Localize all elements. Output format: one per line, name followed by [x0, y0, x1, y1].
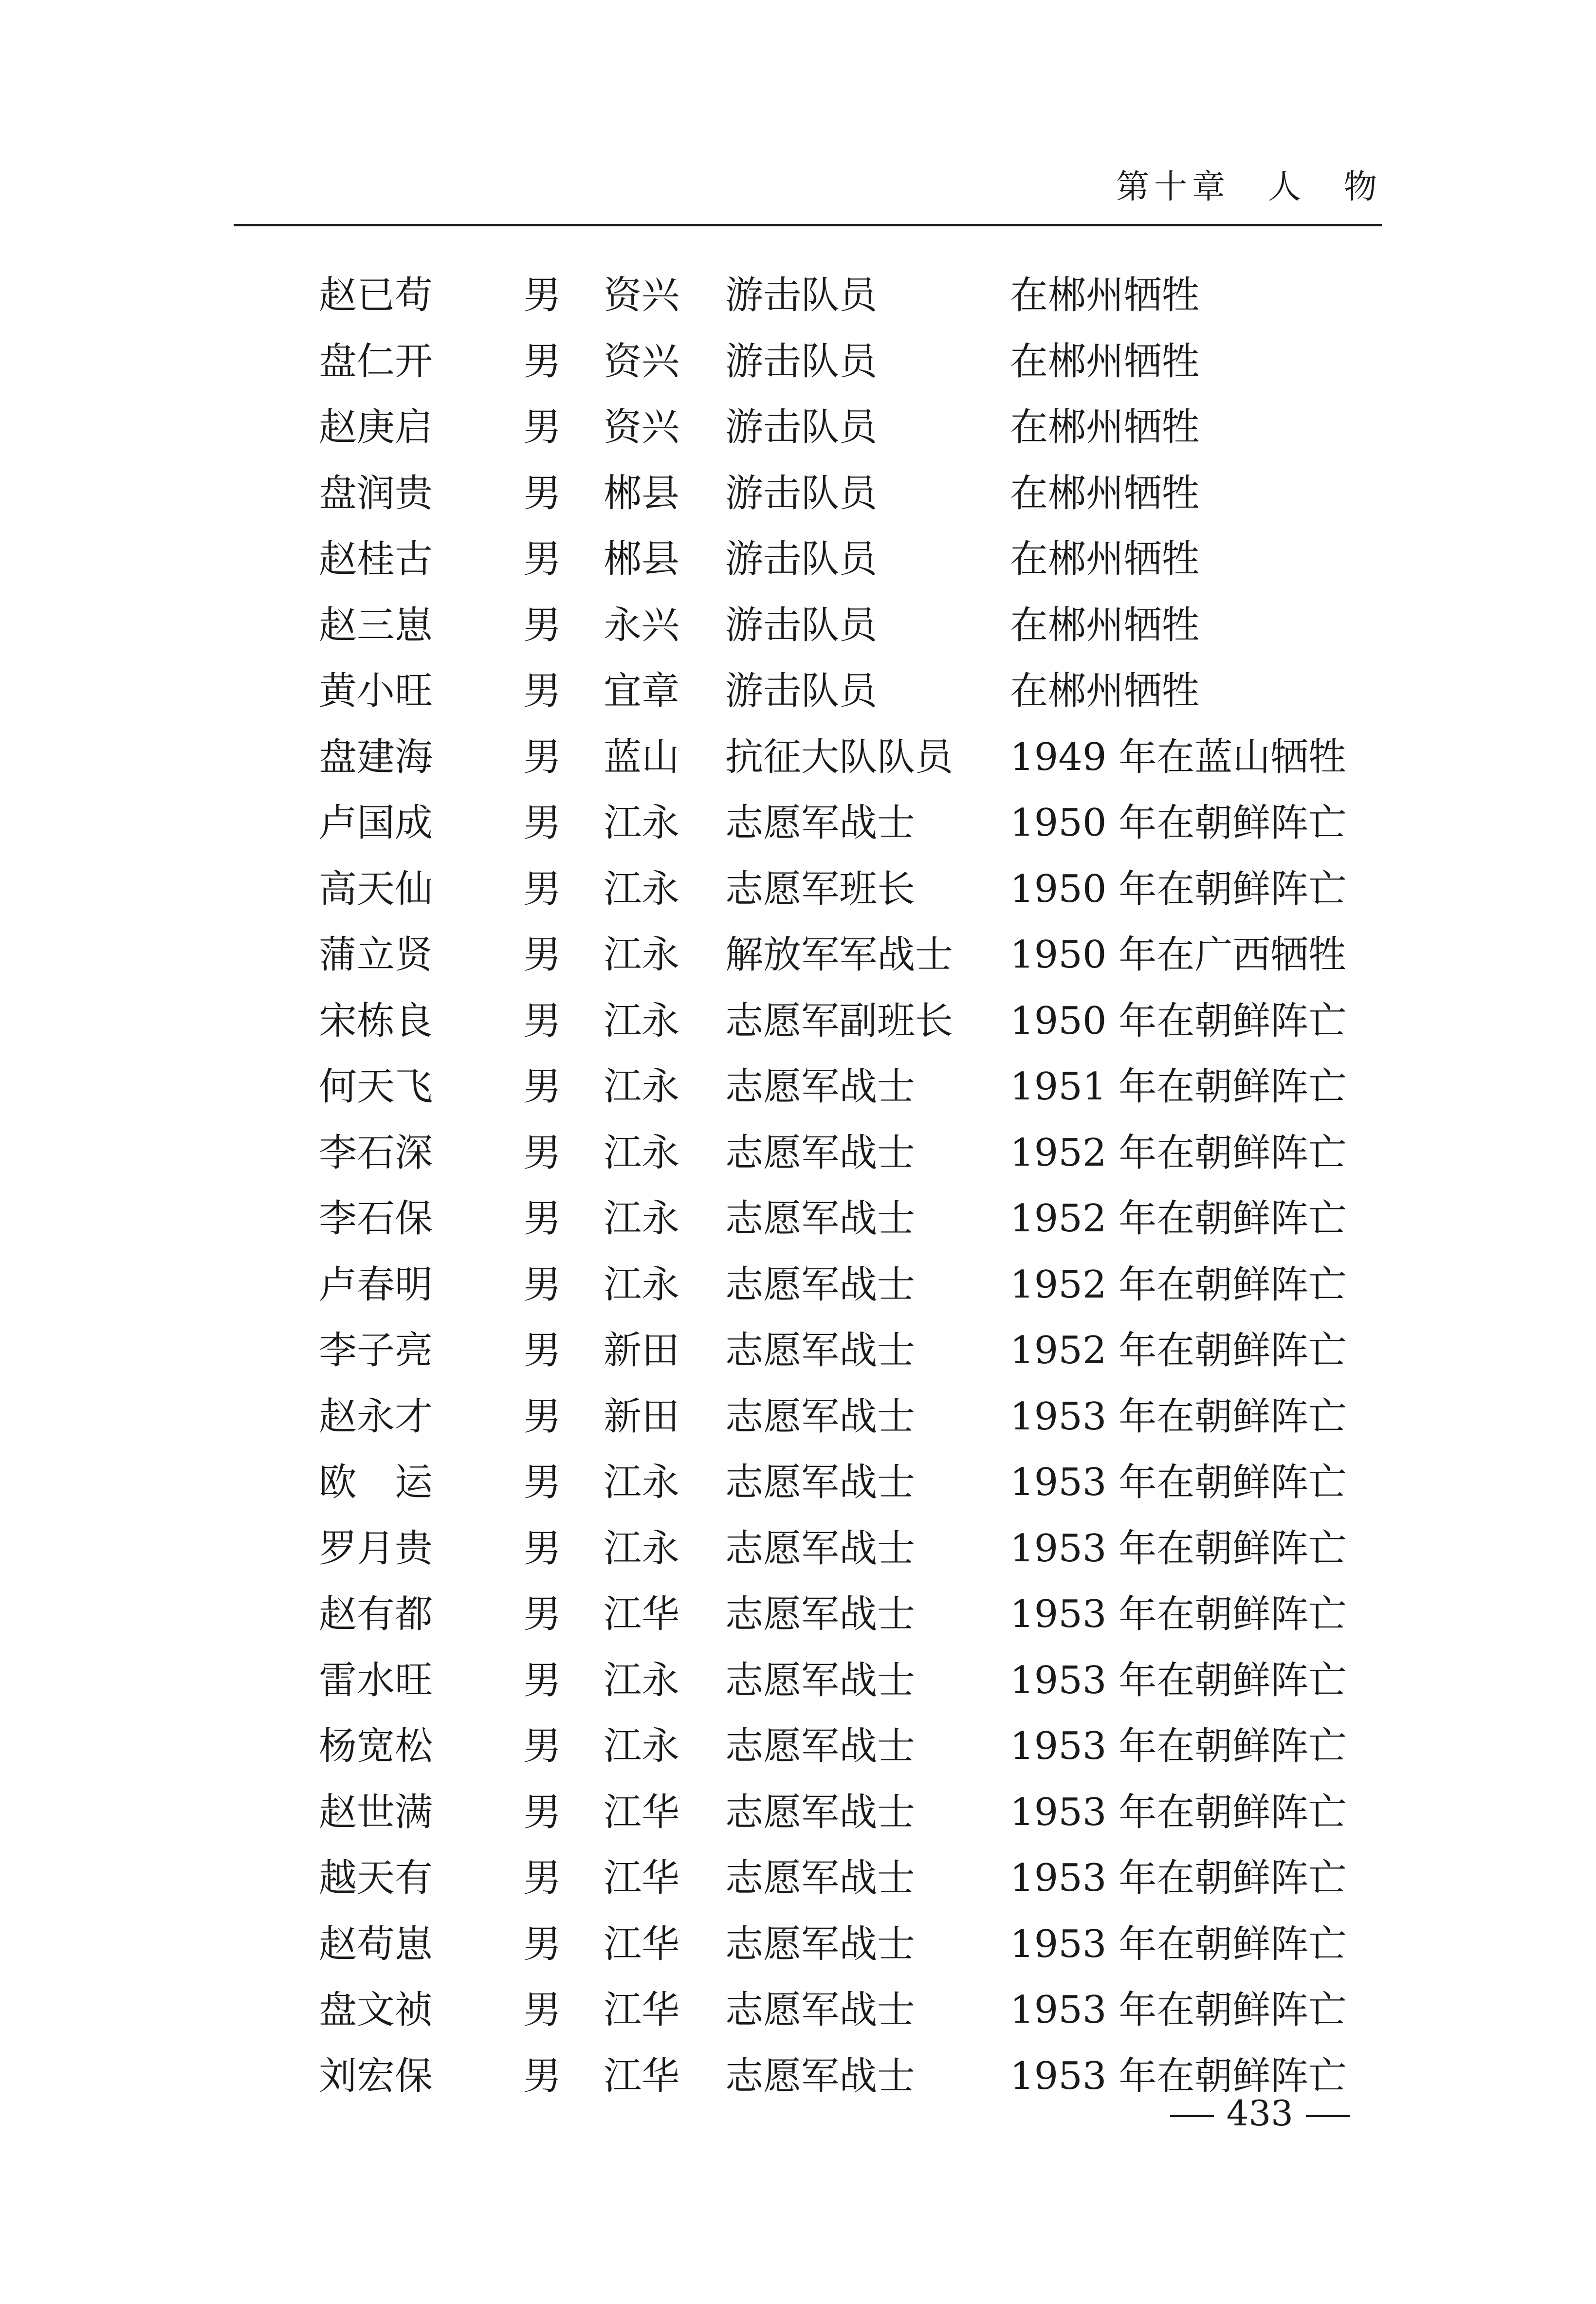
cell-sex: 男: [523, 274, 562, 317]
cell-name: 盘建海: [319, 735, 433, 779]
cell-sex: 男: [523, 339, 562, 384]
cell-name: 刘宏保: [319, 2054, 433, 2098]
table-row: [319, 1516, 1390, 1582]
cell-name: 赵庚启: [319, 405, 433, 449]
cell-role: 志愿军战士: [725, 1922, 916, 1966]
cell-role: 游击队员: [725, 471, 878, 515]
cell-fate: 1952 年在朝鲜阵亡: [1010, 1197, 1347, 1241]
cell-place: 江华: [604, 1592, 680, 1636]
cell-place: 江华: [604, 2054, 680, 2098]
cell-role: 志愿军战士: [725, 1988, 916, 2032]
cell-role: 志愿军战士: [725, 2054, 916, 2098]
cell-sex: 男: [523, 405, 562, 449]
cell-fate: 在郴州牺牲: [1010, 405, 1200, 449]
table-row: [319, 725, 1390, 791]
cell-name: 高天仙: [319, 867, 433, 911]
table-row: [319, 790, 1390, 857]
cell-role: 游击队员: [725, 274, 878, 317]
cell-sex: 男: [523, 1790, 562, 1834]
cell-role: 抗征大队队员: [725, 735, 954, 779]
cell-name: 盘文祯: [319, 1988, 433, 2032]
table-row: [319, 527, 1390, 593]
cell-sex: 男: [523, 537, 562, 581]
cell-role: 志愿军战士: [725, 801, 916, 845]
cell-fate: 在郴州牺牲: [1010, 339, 1200, 384]
table-row: [319, 1714, 1390, 1780]
cell-place: 江华: [604, 1790, 680, 1834]
cell-sex: 男: [523, 471, 562, 515]
cell-sex: 男: [523, 603, 562, 647]
cell-fate: 在郴州牺牲: [1010, 603, 1200, 647]
table-row: [319, 1912, 1390, 1978]
cell-place: 江永: [604, 1526, 680, 1571]
cell-place: 郴县: [604, 537, 680, 581]
cell-place: 江永: [604, 801, 680, 845]
cell-sex: 男: [523, 1394, 562, 1439]
table-row: [319, 1780, 1390, 1846]
cell-fate: 在郴州牺牲: [1010, 274, 1200, 317]
table-row: [319, 593, 1390, 659]
cell-fate: 1953 年在朝鲜阵亡: [1010, 2054, 1347, 2098]
cell-place: 江华: [604, 1856, 680, 1900]
cell-name: 李石保: [319, 1197, 433, 1241]
cell-name: 赵永才: [319, 1394, 433, 1439]
table-row: [319, 1318, 1390, 1384]
cell-role: 志愿军战士: [725, 1724, 916, 1768]
table-row: [319, 1252, 1390, 1318]
cell-sex: 男: [523, 1988, 562, 2032]
table-row: [319, 263, 1390, 329]
cell-sex: 男: [523, 669, 562, 713]
cell-name: 赵已苟: [319, 274, 433, 317]
cell-role: 游击队员: [725, 669, 878, 713]
cell-sex: 男: [523, 867, 562, 911]
cell-name: 罗月贵: [319, 1526, 433, 1571]
cell-sex: 男: [523, 2054, 562, 2098]
cell-role: 志愿军战士: [725, 1461, 916, 1504]
cell-place: 江永: [604, 1724, 680, 1768]
table-row: [319, 1120, 1390, 1187]
cell-fate: 在郴州牺牲: [1010, 537, 1200, 581]
cell-fate: 1953 年在朝鲜阵亡: [1010, 1922, 1347, 1966]
cell-role: 志愿军战士: [725, 1658, 916, 1702]
cell-sex: 男: [523, 1658, 562, 1702]
cell-role: 志愿军战士: [725, 1329, 916, 1372]
header-rule: [234, 224, 1382, 226]
cell-place: 江华: [604, 1988, 680, 2032]
cell-place: 江永: [604, 867, 680, 911]
table-row: [319, 988, 1390, 1055]
cell-role: 游击队员: [725, 339, 878, 384]
cell-name: 卢国成: [319, 801, 433, 845]
table-row: [319, 658, 1390, 725]
cell-name: 卢春明: [319, 1262, 433, 1307]
cell-sex: 男: [523, 1262, 562, 1307]
cell-role: 志愿军副班长: [725, 999, 954, 1043]
cell-place: 永兴: [604, 603, 680, 647]
cell-fate: 1953 年在朝鲜阵亡: [1010, 1592, 1347, 1636]
cell-role: 志愿军战士: [725, 1592, 916, 1636]
cell-name: 何天飞: [319, 1065, 433, 1109]
cell-sex: 男: [523, 1856, 562, 1900]
cell-place: 资兴: [604, 339, 680, 384]
roster-table: [319, 263, 1390, 2109]
table-row: [319, 1384, 1390, 1450]
cell-role: 游击队员: [725, 603, 878, 647]
cell-fate: 1953 年在朝鲜阵亡: [1010, 1724, 1347, 1768]
cell-role: 志愿军战士: [725, 1394, 916, 1439]
cell-fate: 1952 年在朝鲜阵亡: [1010, 1262, 1347, 1307]
cell-place: 江永: [604, 1658, 680, 1702]
cell-role: 志愿军战士: [725, 1197, 916, 1241]
cell-role: 游击队员: [725, 405, 878, 449]
cell-fate: 1952 年在朝鲜阵亡: [1010, 1131, 1347, 1175]
cell-name: 杨宽松: [319, 1724, 433, 1768]
cell-sex: 男: [523, 1724, 562, 1768]
cell-role: 解放军军战士: [725, 933, 954, 977]
left-dash: [1170, 2115, 1214, 2117]
cell-fate: 1950 年在朝鲜阵亡: [1010, 867, 1347, 911]
table-row: [319, 1186, 1390, 1252]
cell-sex: 男: [523, 1922, 562, 1966]
cell-fate: 在郴州牺牲: [1010, 669, 1200, 713]
cell-fate: 1953 年在朝鲜阵亡: [1010, 1988, 1347, 2032]
table-row: [319, 1054, 1390, 1120]
cell-fate: 1953 年在朝鲜阵亡: [1010, 1856, 1347, 1900]
cell-fate: 在郴州牺牲: [1010, 471, 1200, 515]
table-row: [319, 1977, 1390, 2044]
page-number-block: [1157, 2093, 1362, 2134]
cell-fate: 1953 年在朝鲜阵亡: [1010, 1394, 1347, 1439]
cell-fate: 1951 年在朝鲜阵亡: [1010, 1065, 1347, 1109]
cell-role: 志愿军战士: [725, 1856, 916, 1900]
cell-fate: 1950 年在广西牺牲: [1010, 933, 1347, 977]
cell-place: 江永: [604, 999, 680, 1043]
cell-sex: 男: [523, 1461, 562, 1504]
cell-name: 雷水旺: [319, 1658, 433, 1702]
cell-place: 江永: [604, 1065, 680, 1109]
cell-name: 欧 运: [319, 1461, 433, 1504]
cell-place: 江永: [604, 933, 680, 977]
cell-place: 蓝山: [604, 735, 680, 779]
table-row: [319, 395, 1390, 461]
cell-sex: 男: [523, 1592, 562, 1636]
cell-place: 新田: [604, 1329, 680, 1372]
cell-name: 越天有: [319, 1856, 433, 1900]
right-dash: [1306, 2115, 1350, 2117]
table-row: [319, 1450, 1390, 1516]
cell-place: 江永: [604, 1461, 680, 1504]
cell-fate: 1949 年在蓝山牺牲: [1010, 735, 1347, 779]
cell-place: 宜章: [604, 669, 680, 713]
cell-sex: 男: [523, 999, 562, 1043]
cell-role: 志愿军战士: [725, 1065, 916, 1109]
cell-name: 李石深: [319, 1131, 433, 1175]
cell-name: 赵三崽: [319, 603, 433, 647]
cell-place: 新田: [604, 1394, 680, 1439]
cell-place: 江永: [604, 1131, 680, 1175]
cell-role: 志愿军班长: [725, 867, 916, 911]
table-row: [319, 857, 1390, 923]
cell-sex: 男: [523, 1329, 562, 1372]
cell-fate: 1953 年在朝鲜阵亡: [1010, 1790, 1347, 1834]
cell-sex: 男: [523, 933, 562, 977]
cell-name: 赵世满: [319, 1790, 433, 1834]
cell-name: 盘润贵: [319, 471, 433, 515]
cell-place: 江华: [604, 1922, 680, 1966]
cell-fate: 1952 年在朝鲜阵亡: [1010, 1329, 1347, 1372]
cell-role: 游击队员: [725, 537, 878, 581]
cell-place: 资兴: [604, 405, 680, 449]
cell-role: 志愿军战士: [725, 1790, 916, 1834]
table-row: [319, 461, 1390, 527]
cell-sex: 男: [523, 1065, 562, 1109]
cell-place: 资兴: [604, 274, 680, 317]
cell-sex: 男: [523, 735, 562, 779]
cell-place: 郴县: [604, 471, 680, 515]
cell-sex: 男: [523, 801, 562, 845]
table-row: [319, 1648, 1390, 1714]
cell-sex: 男: [523, 1526, 562, 1571]
cell-sex: 男: [523, 1197, 562, 1241]
cell-name: 赵桂古: [319, 537, 433, 581]
table-row: [319, 922, 1390, 988]
cell-name: 盘仁开: [319, 339, 433, 384]
cell-name: 蒲立贤: [319, 933, 433, 977]
cell-fate: 1950 年在朝鲜阵亡: [1010, 801, 1347, 845]
cell-fate: 1953 年在朝鲜阵亡: [1010, 1526, 1347, 1571]
cell-name: 李子亮: [319, 1329, 433, 1372]
cell-role: 志愿军战士: [725, 1526, 916, 1571]
cell-role: 志愿军战士: [725, 1131, 916, 1175]
cell-name: 赵有都: [319, 1592, 433, 1636]
cell-fate: 1953 年在朝鲜阵亡: [1010, 1658, 1347, 1702]
cell-name: 黄小旺: [319, 669, 433, 713]
cell-role: 志愿军战士: [725, 1262, 916, 1307]
cell-fate: 1950 年在朝鲜阵亡: [1010, 999, 1347, 1043]
running-head: 第十章 人 物: [1116, 168, 1382, 206]
cell-name: 宋栋良: [319, 999, 433, 1043]
table-row: [319, 1582, 1390, 1648]
table-row: [319, 1846, 1390, 1912]
page-number: 433: [1226, 2093, 1293, 2134]
cell-fate: 1953 年在朝鲜阵亡: [1010, 1461, 1347, 1504]
cell-place: 江永: [604, 1197, 680, 1241]
table-row: [319, 329, 1390, 395]
cell-place: 江永: [604, 1262, 680, 1307]
cell-name: 赵苟崽: [319, 1922, 433, 1966]
cell-sex: 男: [523, 1131, 562, 1175]
